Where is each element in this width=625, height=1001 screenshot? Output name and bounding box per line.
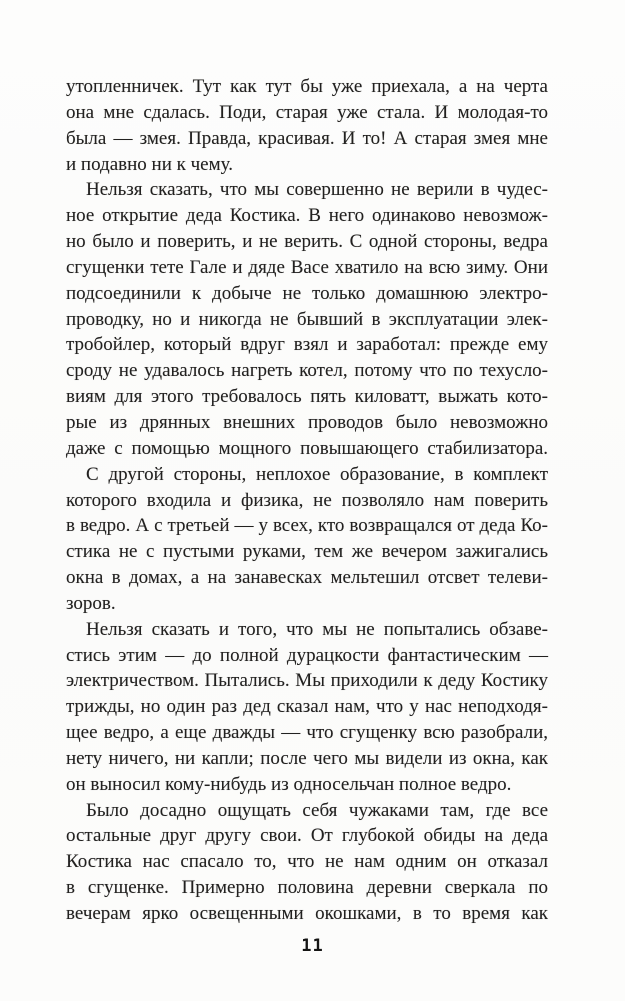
text-line: ное открытие деда Костика. В него одинаково невозмож- xyxy=(66,205,548,227)
text-line: трижды, но один раз дед сказал нам, что у нас неподходя- xyxy=(66,696,548,718)
text-line: он выносил кому-нибудь из односельчан полное ведро. xyxy=(66,773,512,795)
text-line: окна в домах, а на занавесках мельтешил отсвет телеви- xyxy=(66,567,548,589)
text-line: Нельзя сказать и того, что мы не попытались обзаве- xyxy=(86,618,548,640)
text-line: стика не с пустыми руками, тем же вечером зажигались xyxy=(66,541,548,563)
text-line: Костика нас спасало то, что не нам одним он отказал xyxy=(66,851,548,873)
text-line: Было досадно ощущать себя чужаками там, где все xyxy=(86,799,548,821)
text-line: утопленничек. Тут как тут бы уже приехала, а на черта xyxy=(66,76,548,97)
text-line: в ведро. А с третьей — у всех, кто возвращался от деда Ко- xyxy=(66,515,548,537)
text-line: электричеством. Пытались. Мы приходили к деду Костику xyxy=(66,670,548,692)
text-line: остальные друг другу свои. От глубокой обиды на деда xyxy=(66,825,548,847)
text-line: зоров. xyxy=(66,592,116,614)
text-line: нету ничего, ни капли; после чего мы видели из окна, как xyxy=(66,747,548,769)
text-line: и подавно ни к чему. xyxy=(66,153,233,175)
text-line: но было и поверить, и не верить. С одной стороны, ведра xyxy=(66,231,548,253)
text-line: тробойлер, который вдруг взял и заработал: прежде ему xyxy=(66,334,548,356)
text-line: С другой стороны, неплохое образование, в комплект xyxy=(86,463,548,485)
text-line: сгущенки тете Гале и дяде Васе хватило на всю зиму. Они xyxy=(66,256,548,278)
text-line: рые из дрянных внешних проводов было невозможно xyxy=(66,411,548,433)
page-text xyxy=(66,74,548,927)
text-line: Нельзя сказать, что мы совершенно не верили в чудес- xyxy=(86,179,548,201)
text-line: щее ведро, а еще дважды — что сгущенку всю разобрали, xyxy=(66,722,548,744)
text-line: подсоединили к добыче не только домашнюю электро- xyxy=(66,282,548,304)
text-line: она мне сдалась. Поди, старая уже стала. И молодая-то xyxy=(66,101,548,123)
text-line: сроду не удавалось нагреть котел, потому что по техусло- xyxy=(66,360,548,382)
text-line: в сгущенке. Примерно половина деревни сверкала по xyxy=(66,877,548,899)
text-line: которого входила и физика, не позволяло нам поверить xyxy=(66,489,548,511)
text-line: стись этим — до полной дурацкости фантастическим — xyxy=(66,644,548,666)
text-line: виям для этого требовалось пять киловатт, выжать кото- xyxy=(66,386,548,408)
text-line: даже с помощью мощного повышающего стабилизатора. xyxy=(66,437,548,459)
page-number: 11 xyxy=(301,936,324,956)
text-line: вечерам ярко освещенными окошками, в то время как xyxy=(66,903,548,924)
text-line: проводку, но и никогда не бывший в эксплуатации элек- xyxy=(66,308,548,330)
text-line: была — змея. Правда, красивая. И то! А старая змея мне xyxy=(66,127,548,149)
